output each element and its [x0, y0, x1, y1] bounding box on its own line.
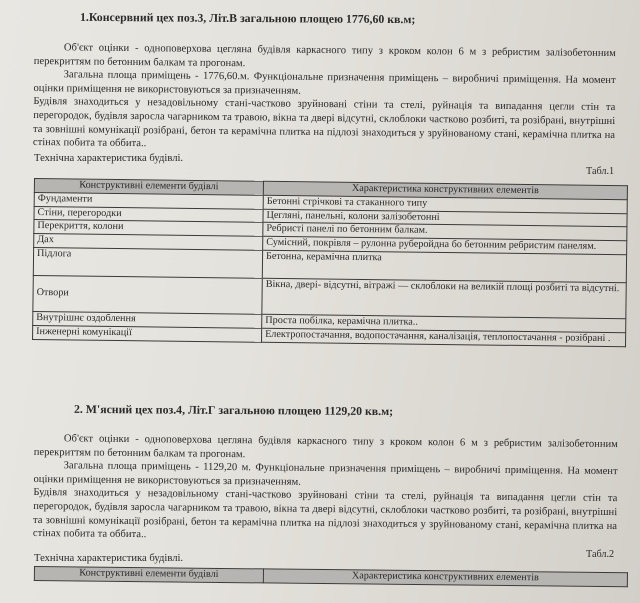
table-cell: Цегляні, панельні, колони залізобетонні: [263, 209, 627, 227]
section-1-table-caption: Технічна характеристика будівлі.: [34, 153, 184, 164]
section-1-body: [33, 41, 616, 156]
table-cell: Електропостачання, водопостачання, каналізація, теплопостачання - розібрані .: [262, 328, 626, 346]
table-header-cell: Характеристика конструктивних елементів: [263, 181, 627, 199]
table-cell: Внутрішнє оздоблення: [33, 311, 262, 328]
section-2-heading: 2. М'ясний цех поз.4, Літ.Г загальною площею 1129,20 кв.м;: [73, 401, 394, 419]
table-header-cell: Конструктивні елементи будівлі: [34, 179, 263, 196]
paragraph: Будівля знаходиться у незадовільному стані-частково зруйновані стіни та стелі, руйнація та випадання цегли стін та перегородок, будівля заросла чагарником та травою, вікна та двері відсутні, склоблоки частково розбиті, та розібрані, внутрішні та зовнішні комунікації розібрані, бетон та керамічна плитка на підлозі знаходиться у зруйнованому стані, керамічна плитка на стінах побита та оббита..: [32, 96, 616, 150]
section-2-table-label: Табл.2: [586, 549, 615, 560]
table-cell: Перекриття, колони: [34, 220, 263, 237]
table-cell: Ребристі панелі по бетонним балкам.: [263, 223, 627, 241]
section-2-table: [34, 566, 628, 587]
section-1-table: [32, 178, 628, 347]
table-cell: Фундаменти: [34, 192, 263, 209]
paragraph: Об'єкт оцінки - одноповерхова цегляна будівля каркасного типу з кроком колон 6 м з ребристим залізобетонним перекриттям по бетонним балкам та прогонам.: [33, 433, 618, 460]
table-cell: Стіни, перегородки: [34, 206, 263, 223]
table-cell: Бетонна, керамічна плитка: [262, 250, 626, 282]
section-1-heading: 1.Консервний цех поз.3, Літ.В загальною площею 1776,60 кв.м;: [79, 9, 416, 27]
table-cell: Бетонні стрічкові та стаканного типу: [263, 195, 627, 213]
table-cell: Проста побілка, керамічна плитка..: [262, 314, 626, 332]
table-cell: Дах: [34, 234, 263, 251]
paragraph: Загальна площа приміщень - 1776,60.м. Функціональне призначення приміщень – виробничі приміщення. На момент оцінки приміщення не використовуються за призначенням.: [33, 69, 616, 97]
section-2-table-caption: Технічна характеристика будівлі.: [34, 553, 184, 564]
table-cell: Вікна, двері- відсутні, вітражі — склоблоки на великій площі розбиті та відсутні.: [262, 278, 626, 318]
table-cell: Сумісний, покрівля – рулонна руберойдна бо бетонним ребристим панелям.: [263, 236, 627, 254]
table-header-cell: Конструктивні елементи будівлі: [34, 567, 263, 583]
table-cell: Інженерні комунікації: [33, 325, 262, 342]
paragraph: Загальна площа приміщень - 1129,20 м. Функціональне призначення приміщень – виробничі приміщення. На момент оцінки приміщення не використовуються за призначенням.: [33, 460, 618, 488]
section-1-table-label: Табл.1: [586, 166, 615, 177]
section-2-body: [33, 432, 618, 547]
table-cell: Підлога: [33, 247, 262, 278]
table-cell: Отвори: [33, 275, 262, 314]
paragraph: Об'єкт оцінки - одноповерхова цегляна будівля каркасного типу з кроком колон 6 м з ребристим залізобетонним перекриттям по бетонним балкам та прогонам.: [33, 42, 616, 69]
paragraph: Будівля знаходиться у незадовільному стані-частково зруйновані стіни та стелі, руйнація та випадання цегли стін та перегородок, будівля заросла чагарником та травою, вікна та двері відсутні, склоблоки частково розбиті, та розібрані, внутрішні та зовнішні комунікації розібрані, бетон та керамічна плитка на підлозі знаходиться у зруйнованому стані, керамічна плитка на стінах побита та оббита..: [32, 487, 618, 541]
table-header-cell: Характеристика конструктивних елементів: [263, 569, 627, 587]
